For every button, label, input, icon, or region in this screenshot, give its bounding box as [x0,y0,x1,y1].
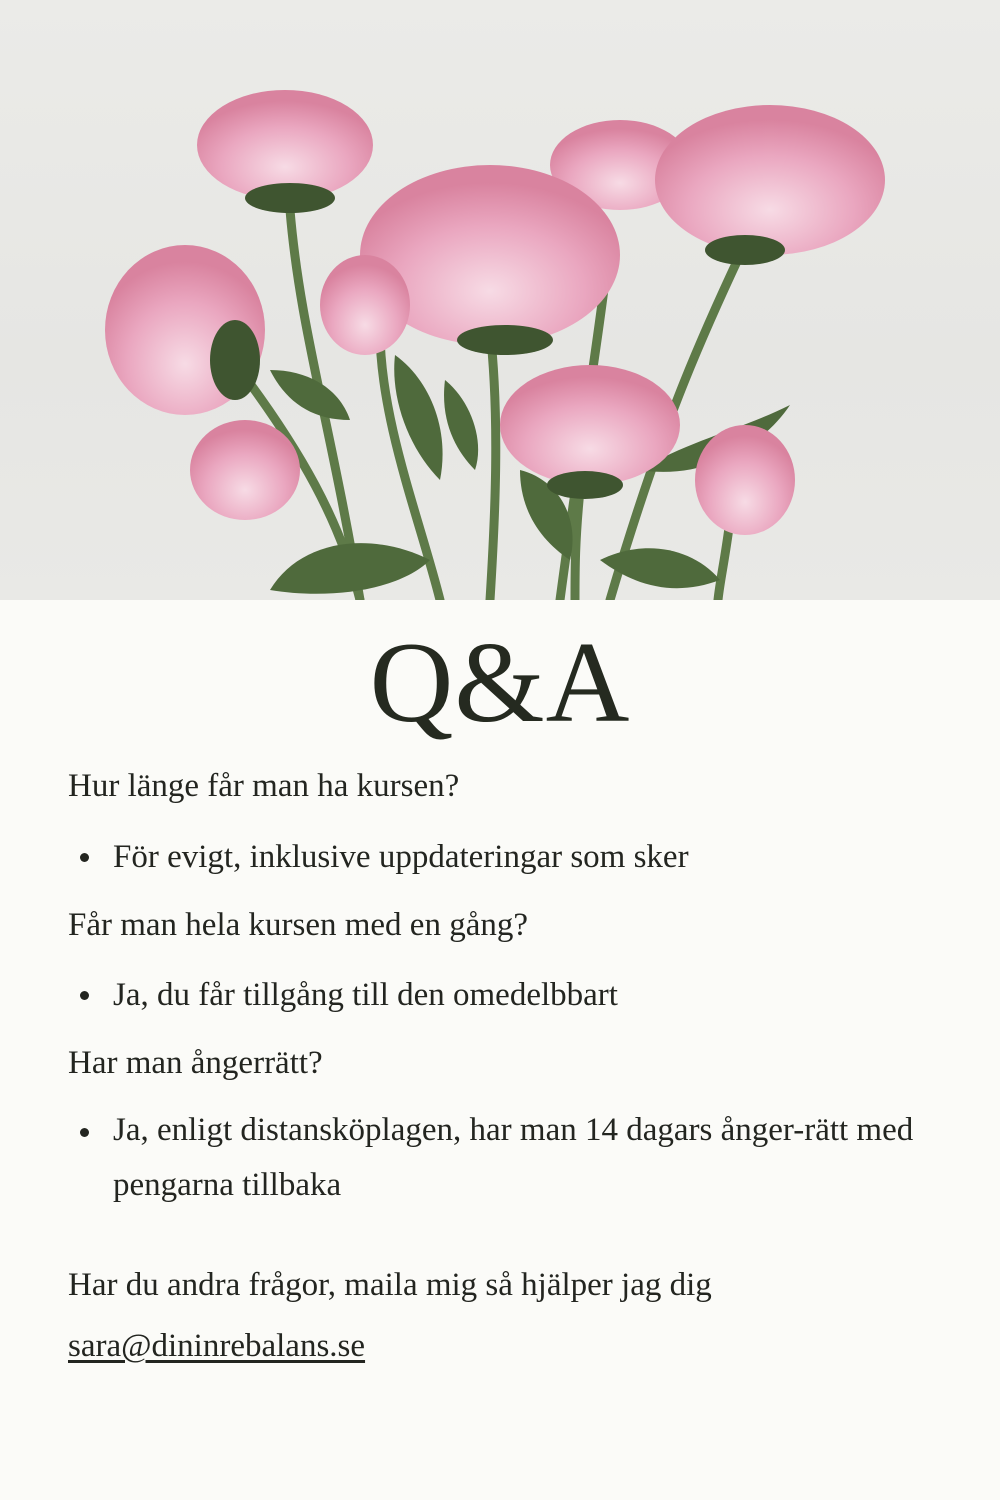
faq-answer-1: För evigt, inklusive uppdateringar som sker [113,839,689,875]
page-title: Q&A [369,619,631,747]
flower-bouquet-illustration [0,0,1000,600]
bullet-icon [80,1128,89,1137]
faq-answer-3: Ja, enligt distansköplagen, har man 14 dagars ånger-rätt med pengarna tillbaka [113,1112,914,1203]
faq-question-3: Har man ångerrätt? [68,1045,323,1081]
faq-answer-2: Ja, du får tillgång till den omedelbbart [113,977,618,1013]
faq-question-2: Får man hela kursen med en gång? [68,907,529,943]
bullet-icon [80,853,89,862]
hero-image [0,0,1000,600]
bullet-icon [80,991,89,1000]
faq-question-1: Hur länge får man ha kursen? [68,768,460,804]
contact-text: Har du andra frågor, maila mig så hjälper jag dig [68,1267,712,1303]
email-link[interactable]: sara@dininrebalans.se [68,1328,366,1364]
